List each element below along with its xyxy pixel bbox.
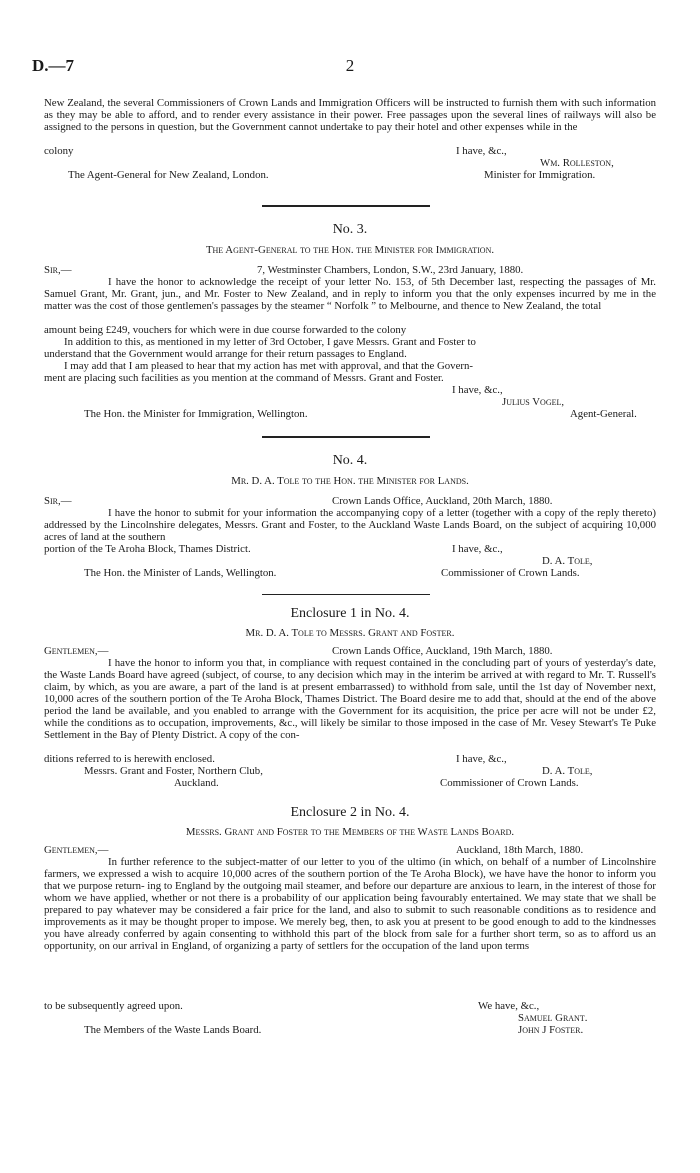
intro-signature: Wm. Rolleston,: [540, 157, 614, 169]
enclosure1-signature: D. A. Tole,: [542, 765, 593, 777]
enclosure1-caption: Mr. D. A. Tole to Messrs. Grant and Foster.: [245, 627, 455, 639]
enclosure1-signatory-title: Commissioner of Crown Lands.: [440, 777, 579, 789]
letter4-paragraph1: I have the honor to submit for your information the accompanying copy of a letter (together with a copy of the reply thereto) addressed by the Lincolnshire delegates, Messrs. Grant and Foster, to the Auckland Waste Lands Board, on the subject of acquiring 10,000 acres of land at the southern: [44, 507, 656, 543]
enclosure2-salutation: Gentlemen,—: [44, 844, 109, 856]
enclosure2-signature-foster: John J Foster.: [518, 1024, 584, 1036]
enclosure2-closing: We have, &c.,: [478, 1000, 540, 1012]
letter3-signatory-title: Agent-General.: [570, 408, 637, 420]
enclosure2-address: Auckland, 18th March, 1880.: [456, 844, 584, 856]
enclosure1-address: Crown Lands Office, Auckland, 19th March, 1880.: [332, 645, 553, 657]
intro-last-line: colony: [44, 145, 74, 157]
enclosure2-signature-grant: Samuel Grant.: [518, 1012, 588, 1024]
enclosure1-salutation: Gentlemen,—: [44, 645, 109, 657]
separator-rule: [262, 205, 430, 207]
letter3-paragraph1-last: amount being £249, vouchers for which were in due course forwarded to the colony: [44, 324, 407, 336]
letter4-address: Crown Lands Office, Auckland, 20th March, 1880.: [332, 495, 553, 507]
enclosure1-closing: I have, &c.,: [456, 753, 507, 765]
letter3-caption: The Agent-General to the Hon. the Minister for Immigration.: [205, 244, 495, 256]
letter3-heading: No. 3.: [332, 222, 368, 237]
letter4-paragraph1-last: portion of the Te Aroha Block, Thames District.: [44, 543, 251, 555]
letter3-paragraph3: I may add that I am pleased to hear that my action has met with approval, and that the Govern-: [64, 360, 473, 372]
separator-rule: [262, 436, 430, 438]
enclosure2-paragraph1-last: to be subsequently agreed upon.: [44, 1000, 183, 1012]
page-number: 2: [345, 56, 355, 75]
letter3-paragraph2: In addition to this, as mentioned in my letter of 3rd October, I gave Messrs. Grant and Foster to: [64, 336, 476, 348]
letter3-address: 7, Westminster Chambers, London, S.W., 23rd January, 1880.: [257, 264, 524, 276]
page-header: [32, 56, 668, 76]
intro-closing: I have, &c.,: [456, 145, 507, 157]
letter3-addressee: The Hon. the Minister for Immigration, Wellington.: [84, 408, 308, 420]
letter3-paragraph1: I have the honor to acknowledge the receipt of your letter No. 153, of 5th December last, respecting the passages of Mr. Samuel Grant, Mr. Grant, jun., and Mr. Foster to New Zealand, and in reply to inform you that the only expenses incurred by me in the matter was the cost of those gentlemen's passages by the steamer “ Norfolk ” to Melbourne, and thence to New Zealand, the total: [44, 276, 656, 312]
letter3-salutation: Sir,—: [44, 264, 72, 276]
enclosure2-addressee: The Members of the Waste Lands Board.: [84, 1024, 262, 1036]
letter4-heading: No. 4.: [332, 453, 368, 468]
letter3-paragraph3-last: ment are placing such facilities as you mention at the command of Messrs. Grant and Foster.: [44, 372, 444, 384]
letter4-signatory-title: Commissioner of Crown Lands.: [441, 567, 580, 579]
enclosure1-paragraph1: I have the honor to inform you that, in compliance with request contained in the concluding part of yours of yesterday's date, the Waste Lands Board have agreed (subject, of course, to any decision which may in the interim be arrived at with regard to Mr. T. Russell's claim, by which, as you are aware, a part of the land is at present embarrassed) to withhold from sale, until the 1st day of November next, 10,000 acres of the southern portion of the Te Aroha Block, Thames District. The Board desire me to add that, should at the end of the above period the land be available, and you enabled to arrange with the Government for its acquisition, the price per acre will not be under £2, while the conditions as to occupation, improvements, &c., will likely be similar to those imposed in the case of Mr. Vesey Stewart's Te Puke Settlement in the Bay of Plenty District. A copy of the con-: [44, 657, 656, 741]
letter3-paragraph2-last: understand that the Government would arrange for their return passages to England.: [44, 348, 407, 360]
letter3-signature: Julius Vogel,: [502, 396, 565, 408]
enclosure1-paragraph1-last: ditions referred to is herewith enclosed.: [44, 753, 215, 765]
intro-signatory-title: Minister for Immigration.: [484, 169, 596, 181]
document-code: D.—7: [32, 56, 75, 75]
letter4-salutation: Sir,—: [44, 495, 72, 507]
enclosure1-addressee: Messrs. Grant and Foster, Northern Club,: [84, 765, 263, 777]
enclosure2-caption: Messrs. Grant and Foster to the Members of the Waste Lands Board.: [185, 826, 515, 838]
letter4-addressee: The Hon. the Minister of Lands, Wellington.: [84, 567, 277, 579]
enclosure1-heading: Enclosure 1 in No. 4.: [290, 606, 410, 621]
intro-paragraph: New Zealand, the several Commissioners of Crown Lands and Immigration Officers will be instructed to furnish them with such information as they may be able to afford, and to render every assistance in their power. Free passages upon the several lines of railways will also be assigned to the persons in question, but the Government cannot undertake to pay their hotel and other expenses while in the: [44, 97, 656, 133]
letter4-signature: D. A. Tole,: [542, 555, 593, 567]
separator-rule: [262, 594, 430, 595]
enclosure1-addressee-city: Auckland.: [174, 777, 219, 789]
enclosure2-heading: Enclosure 2 in No. 4.: [290, 805, 410, 820]
intro-addressee: The Agent-General for New Zealand, London.: [68, 169, 269, 181]
letter3-closing: I have, &c.,: [452, 384, 503, 396]
enclosure2-paragraph1: In further reference to the subject-matter of our letter to you of the ultimo (in which, on behalf of a number of Lincolnshire farmers, we expressed a wish to acquire 10,000 acres of the southern portion of the Te Aroha Block), we have have the honor to inform you that we purpose return- ing to England by the outgoing mail steamer, and before our departure are anxious to learn, in the interest of those for whom we have applied, whether or not there is a probability of our application being favourably entertained. We may state that we shall be prepared to pay whatever may be considered a fair price for the land, and also to submit to such reasonable conditions as to residence and improvements as it may be thought proper to impose. We merely beg, then, to ask you at present to be good enough to add to the kindnesses you have already conferred by again consenting to withhold this part of the block from sale for a further short term, so as to afford us an opportunity, on our arrival in England, of organizing a party of settlers for the occupation of the land upon terms: [44, 856, 656, 952]
letter4-caption: Mr. D. A. Tole to the Hon. the Minister for Lands.: [231, 475, 469, 487]
letter4-closing: I have, &c.,: [452, 543, 503, 555]
